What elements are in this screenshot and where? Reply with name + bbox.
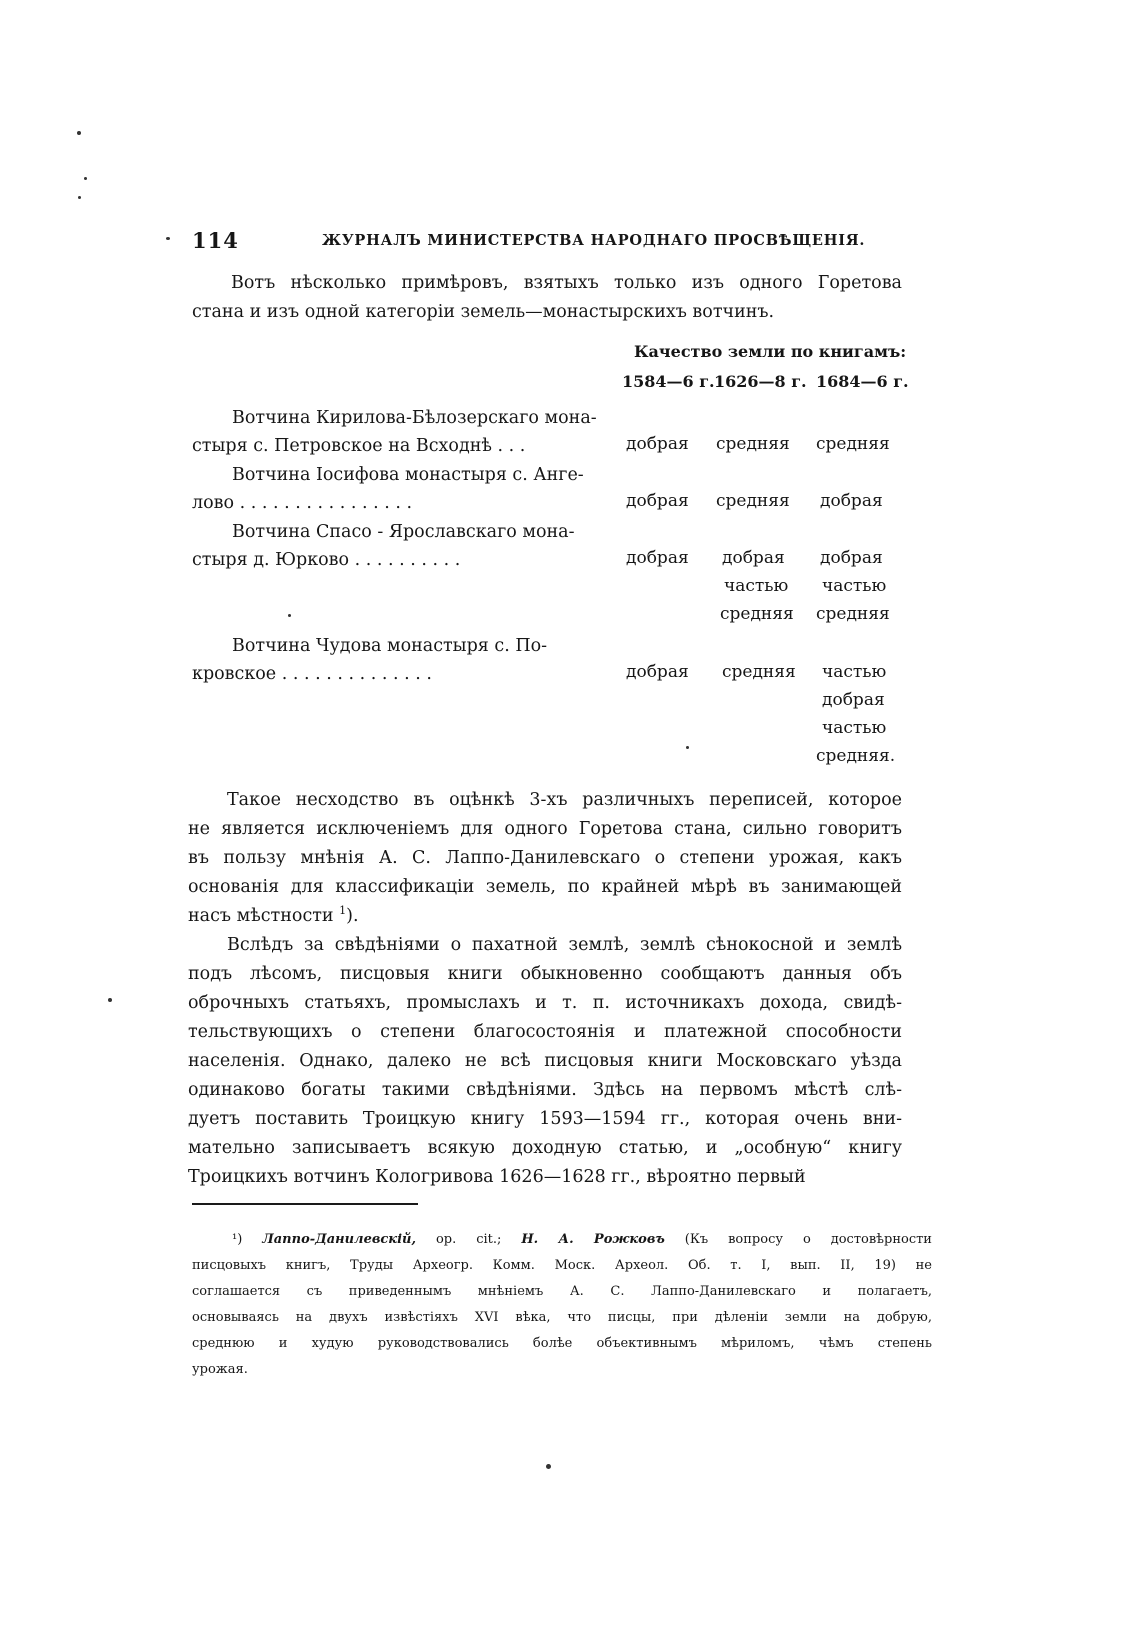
quality-cell: средняя	[716, 491, 790, 511]
quality-cell: средняя.	[816, 746, 896, 766]
footnote-mark: ¹)	[232, 1232, 243, 1247]
scan-speck	[77, 131, 81, 135]
page-number: 114	[192, 228, 239, 253]
quality-cell: частью	[822, 662, 887, 682]
intro-paragraph	[192, 269, 902, 327]
estate-line: Вотчина Спасо - Ярославскаго мона-	[232, 522, 575, 542]
paragraph-cadastral-books	[188, 931, 902, 1192]
intro-line: Вотъ нѣсколько примѣровъ, взятыхъ только изъ одного Горетова	[231, 273, 902, 293]
paragraph-line: одинаково богаты такими свѣдѣніями. Здѣсь на первомъ мѣстѣ слѣ-	[188, 1080, 902, 1100]
footnote	[192, 1227, 932, 1383]
page-header	[192, 228, 932, 258]
scan-speck	[686, 746, 689, 749]
footnote-line: среднюю и худую руководствовались болѣе объективнымъ мѣриломъ, чѣмъ степень	[192, 1336, 932, 1351]
footnote-line	[192, 1227, 932, 1253]
quality-cell: средняя	[816, 604, 890, 624]
footnote-ref-mark: 1	[339, 904, 347, 918]
paragraph-line: оброчныхъ статьяхъ, промыслахъ и т. п. источникахъ дохода, свидѣ-	[188, 993, 902, 1013]
paragraph-text: насъ мѣстности	[188, 906, 334, 926]
scan-speck	[546, 1464, 551, 1469]
year-heading-1626: 1626—8 г.	[714, 372, 807, 391]
paragraph-line: Вслѣдъ за свѣдѣніями о пахатной землѣ, землѣ сѣнокосной и землѣ	[227, 935, 902, 955]
estate-line: кровское . . . . . . . . . . . . . .	[192, 664, 432, 684]
estate-line: Вотчина Іосифова монастыря с. Анге-	[232, 465, 584, 485]
scan-speck	[84, 177, 87, 180]
paragraph-line: дуетъ поставить Троицкую книгу 1593—1594 гг., которая очень вни-	[188, 1109, 902, 1129]
quality-cell: добрая	[722, 548, 785, 568]
paragraph-line: Такое несходство въ оцѣнкѣ 3-хъ различныхъ переписей, которое	[227, 790, 902, 810]
quality-cell: частью	[822, 576, 887, 596]
scan-speck	[78, 196, 81, 199]
scan-speck	[108, 998, 112, 1002]
quality-cell: добрая	[626, 548, 689, 568]
quality-cell: средняя	[722, 662, 796, 682]
year-heading-1684: 1684—6 г.	[816, 372, 909, 391]
scan-speck	[166, 237, 170, 240]
paragraph-line: тельствующихъ о степени благосостоянія и платежной способности	[188, 1022, 902, 1042]
paragraph-line: не является исключеніемъ для одного Горетова стана, сильно говоритъ	[188, 819, 902, 839]
footnote-line: соглашается съ приведеннымъ мнѣніемъ А. С. Лаппо-Данилевскаго и полагаетъ,	[192, 1284, 932, 1299]
quality-cell: добрая	[626, 434, 689, 454]
running-title: ЖУРНАЛЪ МИНИСТЕРСТВА НАРОДНАГО ПРОСВѢЩЕНІЯ.	[322, 232, 866, 249]
quality-cell: средняя	[716, 434, 790, 454]
quality-cell: добрая	[820, 548, 883, 568]
footnote-line: основываясь на двухъ извѣстіяхъ XVI вѣка, что писцы, при дѣленіи земли на добрую,	[192, 1310, 932, 1325]
quality-cell: частью	[822, 718, 887, 738]
footnote-line: урожая.	[192, 1362, 248, 1377]
estate-iosif	[192, 461, 622, 517]
quality-cell: средняя	[720, 604, 794, 624]
paragraph-discrepancy	[188, 786, 902, 931]
estate-kirilov	[192, 404, 622, 460]
paragraph-end: ).	[346, 906, 359, 926]
intro-line: стана и изъ одной категоріи земель—монастырскихъ вотчинъ.	[192, 302, 775, 322]
quality-cell: добрая	[820, 491, 883, 511]
footnote-author: Н. А. Рожковъ	[521, 1232, 665, 1247]
footnote-line: писцовыхъ книгъ, Труды Археогр. Комм. Моск. Археол. Об. т. I, вып. II, 19) не	[192, 1258, 932, 1273]
year-heading-1584: 1584—6 г.	[622, 372, 715, 391]
estate-line: Вотчина Чудова монастыря с. По-	[232, 636, 548, 656]
footnote-text: (Къ вопросу о достовѣрности	[684, 1232, 932, 1247]
paragraph-line: Троицкихъ вотчинъ Кологривова 1626—1628 гг., вѣроятно первый	[188, 1167, 806, 1187]
footnote-divider	[192, 1203, 418, 1205]
table-heading: Качество земли по книгамъ:	[634, 342, 907, 361]
paragraph-line: подъ лѣсомъ, писцовыя книги обыкновенно сообщаютъ данныя объ	[188, 964, 902, 984]
paragraph-line: мательно записываетъ всякую доходную статью, и „особную“ книгу	[188, 1138, 902, 1158]
estate-line: лово . . . . . . . . . . . . . . . .	[192, 493, 413, 513]
paragraph-line	[188, 902, 902, 931]
quality-cell: частью	[724, 576, 789, 596]
scan-speck	[288, 614, 291, 617]
estate-line: стыря д. Юрково . . . . . . . . . .	[192, 550, 461, 570]
estate-chudov	[192, 632, 622, 688]
quality-cell: средняя	[816, 434, 890, 454]
quality-cell: добрая	[626, 491, 689, 511]
paragraph-line: въ пользу мнѣнія А. С. Лаппо-Данилевскаго о степени урожая, какъ	[188, 848, 902, 868]
paragraph-line: населенія. Однако, далеко не всѣ писцовыя книги Московскаго уѣзда	[188, 1051, 902, 1071]
estate-spaso-yaroslavl	[192, 518, 622, 574]
estate-line: Вотчина Кирилова-Бѣлозерскаго мона-	[232, 408, 597, 428]
footnote-ref: op. cit.;	[435, 1232, 502, 1247]
paragraph-line: основанія для классификаціи земель, по крайней мѣрѣ въ занимающей	[188, 877, 902, 897]
footnote-author: Лаппо-Данилевскій,	[262, 1232, 417, 1247]
estate-line: стыря с. Петровское на Всходнѣ . . .	[192, 436, 526, 456]
quality-cell: добрая	[822, 690, 885, 710]
quality-cell: добрая	[626, 662, 689, 682]
